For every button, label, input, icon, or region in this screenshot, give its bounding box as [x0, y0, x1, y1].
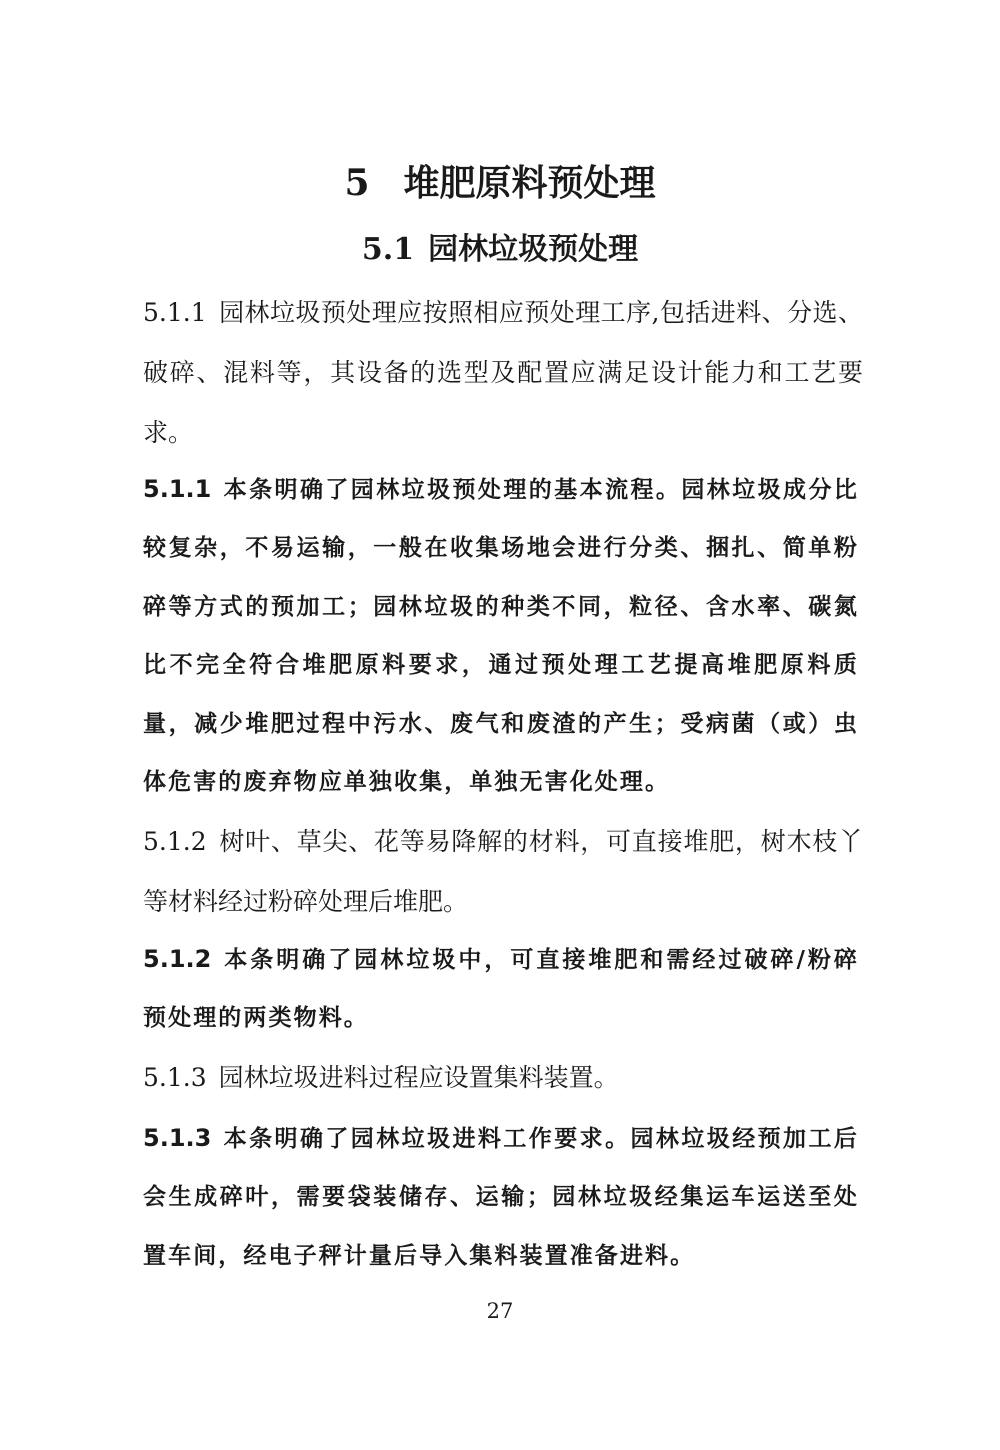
- chapter-title: [0, 158, 1000, 208]
- explanation-text: 本条明确了园林垃圾预处理的基本流程。园林垃圾成分比较复杂，不易运输，一般在收集场地会进行分类、捆扎、简单粉碎等方式的预加工；园林垃圾的种类不同，粒径、含水率、碳氮比不完全符合堆肥原料要求，通过预处理工艺提高堆肥原料质量，减少堆肥过程中污水、废气和废渣的产生；受病菌（或）虫体危害的废弃物应单独收集，单独无害化处理。: [143, 477, 859, 796]
- clause-text: 树叶、草尖、花等易降解的材料，可直接堆肥，树木枝丫等材料经过粉碎处理后堆肥。: [143, 827, 863, 916]
- explanation-5-1-2: [143, 930, 859, 1048]
- explanation-number: 5.1.3: [143, 1124, 212, 1152]
- explanation-5-1-1: [143, 460, 859, 811]
- chapter-number: 5: [344, 162, 370, 204]
- clause-number: 5.1.2: [143, 827, 207, 856]
- clause-5-1-2: [143, 812, 863, 932]
- explanation-number: 5.1.2: [143, 945, 212, 973]
- chapter-title-text: 堆肥原料预处理: [403, 162, 656, 204]
- clause-text: 园林垃圾进料过程应设置集料装置。: [218, 1063, 619, 1092]
- explanation-number: 5.1.1: [143, 475, 212, 503]
- explanation-text: 本条明确了园林垃圾中，可直接堆肥和需经过破碎/粉碎预处理的两类物料。: [143, 947, 859, 1032]
- clause-text: 园林垃圾预处理应按照相应预处理工序,包括进料、分选、破碎、混料等，其设备的选型及配置应满足设计能力和工艺要求。: [143, 298, 863, 447]
- explanation-5-1-3: [143, 1109, 859, 1285]
- clause-number: 5.1.3: [143, 1063, 207, 1092]
- section-title-text: 园林垃圾预处理: [428, 232, 639, 267]
- explanation-text: 本条明确了园林垃圾进料工作要求。园林垃圾经预加工后会生成碎叶，需要袋装储存、运输；园林垃圾经集运车运送至处置车间，经电子秤计量后导入集料装置准备进料。: [143, 1126, 859, 1269]
- section-number: 5.1: [361, 232, 415, 267]
- page-number: 27: [486, 1299, 514, 1323]
- clause-5-1-1: [143, 283, 863, 463]
- clause-5-1-3: [143, 1048, 863, 1108]
- section-title: [0, 228, 1000, 272]
- clause-number: 5.1.1: [143, 298, 207, 327]
